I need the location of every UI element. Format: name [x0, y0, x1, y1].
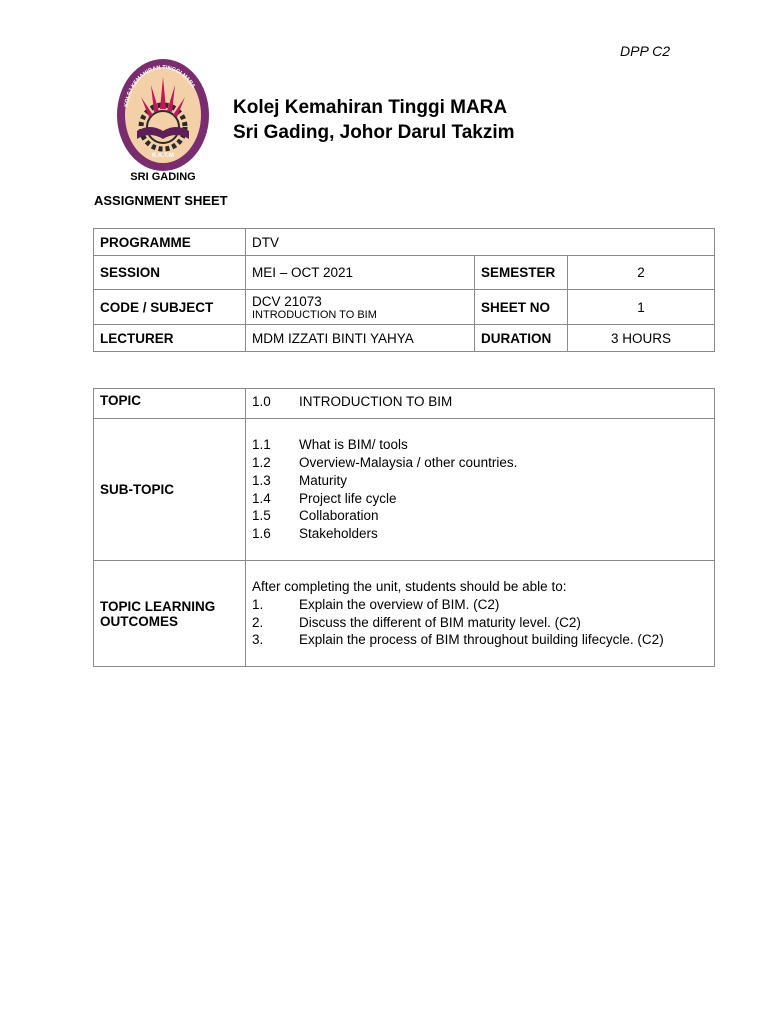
- outcome-text: Explain the overview of BIM. (C2): [299, 596, 500, 612]
- college-name-line-2: Sri Gading, Johor Darul Takzim: [233, 122, 515, 143]
- logo-caption: SRI GADING: [130, 171, 196, 183]
- sheet-no-value: 1: [568, 290, 715, 325]
- document-reference-code: DPP C2: [620, 43, 671, 59]
- topic-number: 1.0: [252, 394, 271, 409]
- duration-label: DURATION: [475, 325, 568, 352]
- learning-outcomes-lead: After completing the unit, students should be able to:: [252, 579, 567, 595]
- programme-value: DTV: [246, 229, 715, 256]
- list-item: [252, 525, 708, 543]
- subtopic-number: 1.5: [252, 508, 271, 524]
- course-info-table: [93, 228, 715, 352]
- college-name: [233, 95, 515, 145]
- sheet-title: ASSIGNMENT SHEET: [94, 193, 228, 208]
- programme-label: PROGRAMME: [94, 229, 246, 256]
- course-subject: INTRODUCTION TO BIM: [252, 308, 377, 321]
- crest-ring-text: KOLEJ KEMAHIRAN TINGGI MARA: [123, 64, 196, 108]
- semester-label: SEMESTER: [475, 256, 568, 290]
- table-row: [94, 256, 715, 290]
- subtopic-number: 1.2: [252, 455, 271, 471]
- learning-outcomes-label-line-2: OUTCOMES: [100, 613, 179, 629]
- learning-outcomes-cell: [246, 561, 715, 667]
- session-label: SESSION: [94, 256, 246, 290]
- code-subject-label: CODE / SUBJECT: [94, 290, 246, 325]
- outcome-number: 3.: [252, 632, 264, 648]
- subtopic-text: What is BIM/ tools: [299, 437, 408, 453]
- topic-value-cell: [246, 389, 715, 419]
- list-item: [252, 436, 708, 454]
- subtopic-number: 1.1: [252, 437, 271, 453]
- table-row: [94, 389, 715, 419]
- learning-outcomes-list: [252, 596, 708, 649]
- outcome-number: 1.: [252, 596, 264, 612]
- outcome-text: Explain the process of BIM throughout building lifecycle. (C2): [299, 632, 664, 648]
- list-item: [252, 490, 708, 508]
- subtopic-text: Stakeholders: [299, 525, 378, 541]
- list-item: [252, 631, 708, 649]
- table-row: [94, 290, 715, 325]
- course-code: DCV 21073: [252, 293, 322, 309]
- subtopic-number: 1.3: [252, 472, 271, 488]
- topic-table: [93, 388, 715, 667]
- session-value: MEI – OCT 2021: [246, 256, 475, 290]
- lecturer-label: LECTURER: [94, 325, 246, 352]
- outcome-number: 2.: [252, 614, 264, 630]
- crest-bottom-text: K.K.T.M: [152, 153, 174, 159]
- subtopic-number: 1.6: [252, 525, 271, 541]
- lecturer-value: MDM IZZATI BINTI YAHYA: [246, 325, 475, 352]
- topic-label: TOPIC: [94, 389, 246, 419]
- list-item: [252, 507, 708, 525]
- learning-outcomes-label-line-1: TOPIC LEARNING: [100, 598, 216, 614]
- college-crest-icon: [115, 57, 211, 185]
- subtopic-number: 1.4: [252, 490, 271, 506]
- table-row: [94, 419, 715, 561]
- list-item: [252, 596, 708, 614]
- subtopic-list-cell: [246, 419, 715, 561]
- subtopic-text: Project life cycle: [299, 490, 397, 506]
- subtopic-text: Maturity: [299, 472, 348, 488]
- list-item: [252, 472, 708, 490]
- topic-value: INTRODUCTION TO BIM: [299, 394, 453, 409]
- subtopic-label: SUB-TOPIC: [94, 419, 246, 561]
- subtopic-text: Collaboration: [299, 508, 379, 524]
- semester-value: 2: [568, 256, 715, 290]
- table-row: [94, 325, 715, 352]
- sheet-no-label: SHEET NO: [475, 290, 568, 325]
- subtopic-list: [252, 436, 708, 542]
- learning-outcomes-label: [94, 561, 246, 667]
- list-item: [252, 614, 708, 632]
- college-name-line-1: Kolej Kemahiran Tinggi MARA: [233, 97, 508, 118]
- code-subject-value: [246, 290, 475, 325]
- table-row: [94, 229, 715, 256]
- list-item: [252, 454, 708, 472]
- subtopic-text: Overview-Malaysia / other countries.: [299, 455, 518, 471]
- duration-value: 3 HOURS: [568, 325, 715, 352]
- outcome-text: Discuss the different of BIM maturity level. (C2): [299, 614, 581, 630]
- table-row: [94, 561, 715, 667]
